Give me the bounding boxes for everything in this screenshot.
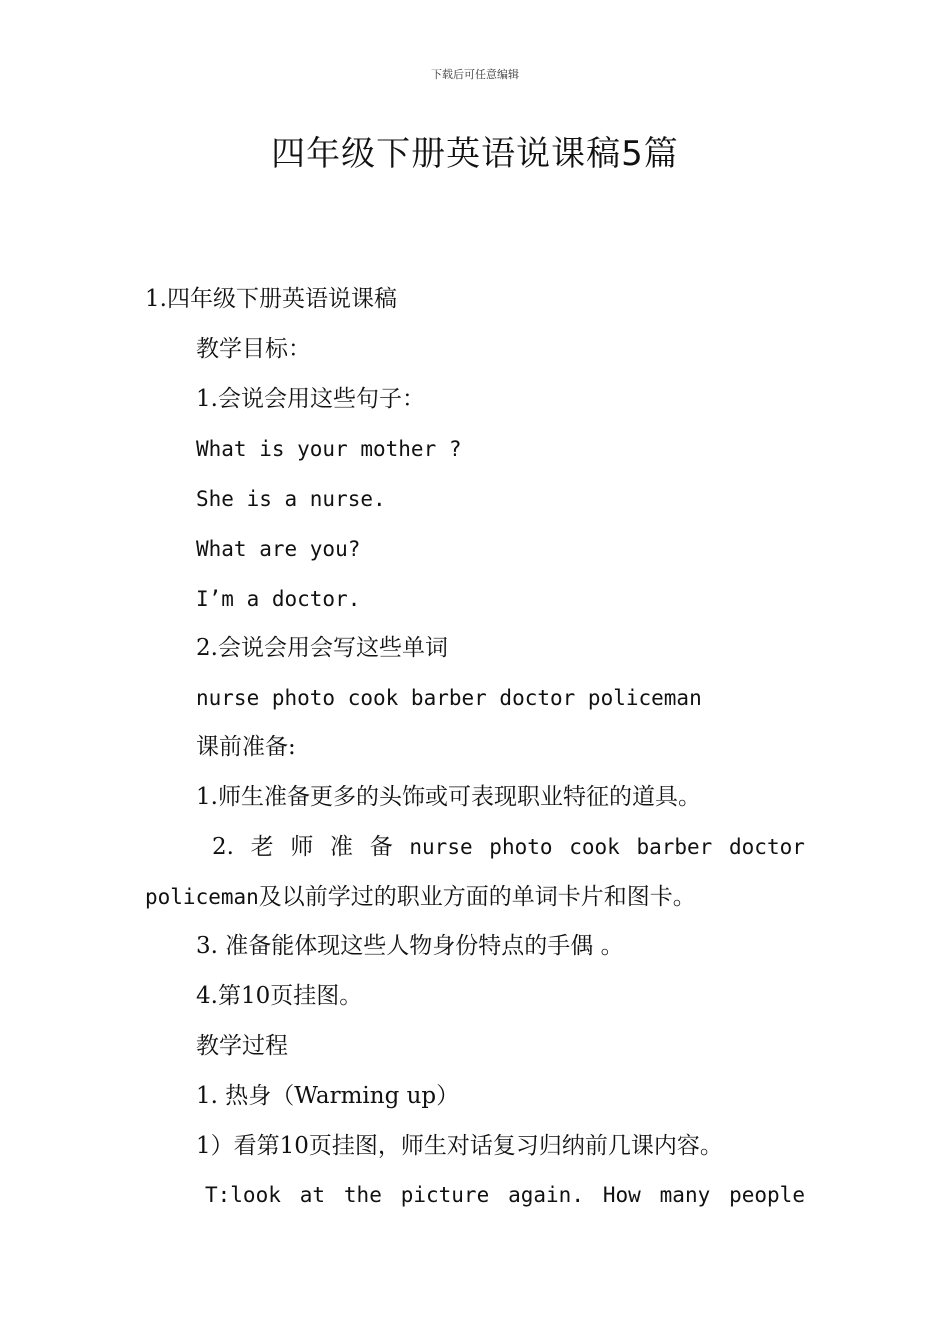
word: 备 (369, 834, 393, 860)
text-line: nurse photo cook barber doctor policeman (196, 686, 702, 710)
text-line: 1. 热身（Warming up） (196, 1083, 460, 1109)
justified-line (205, 1180, 805, 1210)
word: picture (400, 1183, 490, 1207)
word: doctor (729, 835, 805, 859)
text-line: 1.会说会用这些句子： (196, 386, 425, 412)
word: again. (508, 1183, 584, 1207)
word: T:look (205, 1183, 281, 1207)
justified-line (212, 832, 805, 862)
text-line: 1）看第10页挂图，师生对话复习归纳前几课内容。 (196, 1133, 723, 1159)
word: nurse (409, 835, 473, 859)
word: cook (569, 835, 620, 859)
section-heading: 1.四年级下册英语说课稿 (145, 286, 397, 312)
text-line (145, 882, 696, 912)
word: photo (489, 835, 553, 859)
text-line: What are you? (196, 537, 361, 561)
text-line: 2.会说会用会写这些单词 (196, 635, 448, 661)
word: How (602, 1183, 641, 1207)
word: barber (636, 835, 713, 859)
header-note: 下载后可任意编辑 (431, 68, 519, 81)
text-segment: 及以前学过的职业方面的单词卡片和图卡。 (258, 884, 696, 910)
word: people (729, 1183, 805, 1207)
word: 准 (330, 834, 354, 860)
text-line: 4.第10页挂图。 (196, 983, 363, 1009)
word: policeman (145, 885, 259, 909)
text-line: 课前准备: (196, 734, 296, 760)
word: 2. (212, 834, 234, 860)
text-line: What is your mother ? (196, 437, 462, 461)
text-line: 教学目标： (196, 336, 311, 362)
text-line: I’m a doctor. (196, 587, 361, 611)
document-title: 四年级下册英语说课稿5篇 (271, 134, 679, 174)
word: 师 (290, 834, 314, 860)
word: 老 (250, 834, 274, 860)
word: many (659, 1183, 711, 1207)
word: at (299, 1183, 326, 1207)
text-line: 3. 准备能体现这些人物身份特点的手偶 。 (196, 933, 624, 959)
text-line: 1.师生准备更多的头饰或可表现职业特征的道具。 (196, 784, 701, 810)
text-line: She is a nurse. (196, 487, 386, 511)
text-line: 教学过程 (196, 1033, 288, 1059)
word: the (343, 1183, 382, 1207)
